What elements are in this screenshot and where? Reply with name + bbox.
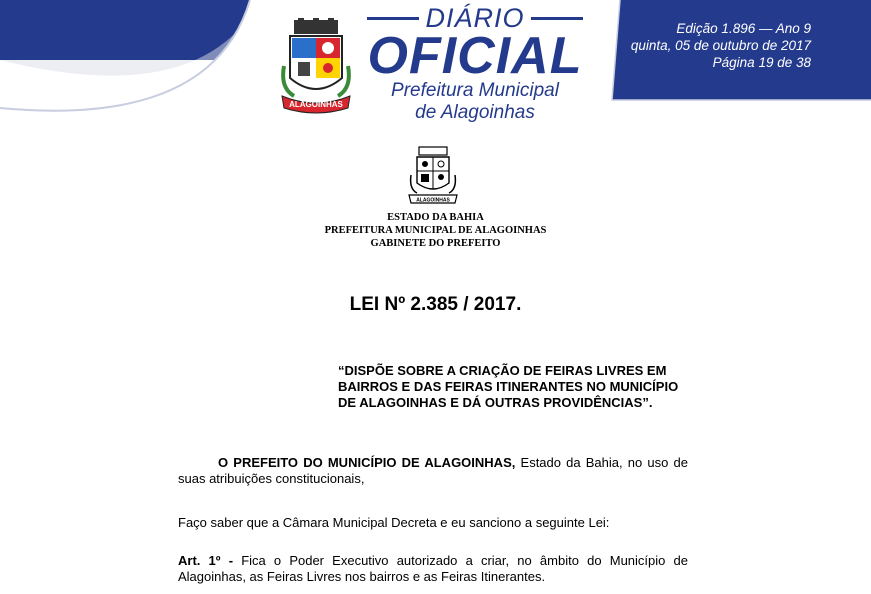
masthead-header bbox=[0, 0, 871, 135]
law-title: LEI Nº 2.385 / 2017. bbox=[349, 294, 522, 315]
edition-number: Edição 1.896 — Ano 9 bbox=[676, 21, 811, 36]
crest-banner-text: ALAGOINHAS bbox=[289, 100, 343, 109]
document-crest-banner-text: ALAGOINHAS bbox=[416, 197, 450, 204]
gov-line-state: ESTADO DA BAHIA bbox=[387, 212, 484, 223]
municipal-crest-icon bbox=[280, 18, 352, 118]
article-1-label: Art. 1º - bbox=[178, 553, 234, 568]
preamble-paragraph bbox=[178, 455, 688, 487]
article-1-text: Fica o Poder Executivo autorizado a criar, no âmbito do Município de Alagoinhas, as Feiras Livres nos bairros e as Feiras Itinerantes. bbox=[178, 553, 689, 584]
document-crest-icon bbox=[405, 145, 461, 207]
masthead-rule-left bbox=[367, 17, 419, 20]
gov-line-prefeitura: PREFEITURA MUNICIPAL DE ALAGOINHAS bbox=[324, 225, 547, 236]
law-ementa: “DISPÕE SOBRE A CRIAÇÃO DE FEIRAS LIVRES EM BAIRROS E DAS FEIRAS ITINERANTES NO MUNICÍPIO DE ALAGOINHAS E DÁ OUTRAS PROVIDÊNCIAS”. bbox=[338, 363, 679, 410]
page-number: Página 19 de 38 bbox=[712, 55, 811, 70]
masthead-prefeitura: Prefeitura Municipal bbox=[391, 80, 559, 101]
masthead-alagoinhas: de Alagoinhas bbox=[415, 102, 535, 123]
edition-date: quinta, 05 de outubro de 2017 bbox=[630, 38, 811, 53]
masthead-diario: DIÁRIO bbox=[425, 3, 525, 33]
enactment-paragraph: Faço saber que a Câmara Municipal Decreta e eu sanciono a seguinte Lei: bbox=[178, 515, 610, 530]
masthead-title bbox=[365, 4, 585, 124]
preamble-bold: O PREFEITO DO MUNICÍPIO DE ALAGOINHAS, bbox=[218, 455, 516, 470]
masthead-rule-right bbox=[531, 17, 583, 20]
edition-info bbox=[631, 20, 811, 71]
gov-line-gabinete: GABINETE DO PREFEITO bbox=[370, 238, 501, 249]
masthead-oficial: OFICIAL bbox=[367, 27, 583, 85]
preamble-rest: Estado da Bahia, no uso de suas atribuições constitucionais, bbox=[178, 455, 688, 486]
article-1-paragraph bbox=[178, 553, 688, 585]
